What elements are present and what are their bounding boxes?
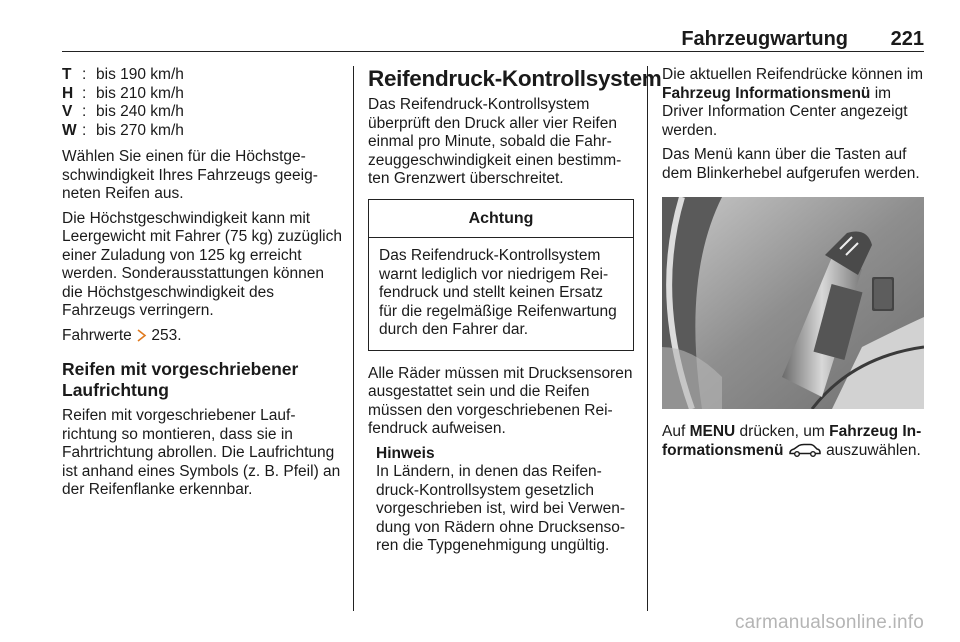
text-fragment: im Driver Information Center angezeigt werden.: [662, 84, 908, 139]
section-title: Fahrzeugwartung: [681, 28, 848, 50]
speed-code-separator: :: [82, 66, 87, 83]
driving-data-label: Fahrwerte: [62, 326, 132, 344]
text-fragment: auszuwählen.: [826, 441, 921, 459]
paragraph-current-pressures: [662, 66, 926, 140]
text-fragment: drücken, um: [739, 423, 825, 440]
paragraph-driving-data: [62, 327, 342, 346]
hint-block: [368, 445, 634, 556]
text-fragment: Auf: [662, 423, 686, 440]
paragraph-menu-instructions: [662, 423, 926, 460]
column-3: [662, 66, 926, 466]
page-reference-arrow-icon[interactable]: [136, 329, 147, 342]
speed-code: V: [62, 103, 73, 120]
warning-title: Achtung: [369, 200, 633, 239]
column-2: [368, 66, 662, 556]
hint-text: In Ländern, in denen das Reifendruck-Kontrollsystem gesetzlich vorgeschrieben ist, wird bei Verwendung von Rädern ohne Drucksensoren die Typgenehmigung ungültig.: [376, 463, 626, 554]
page-number: 221: [890, 28, 924, 50]
speed-code-value: bis 210 km/h: [96, 84, 184, 102]
vehicle-info-menu-label: Fahrzeug Informationsmenü: [662, 423, 922, 459]
page-header: [62, 22, 924, 52]
paragraph-tire-choice: Wählen Sie einen für die Höchstgeschwindigkeit Ihres Fahrzeugs geeigneten Reifen aus.: [62, 148, 318, 202]
menu-button-label: MENU: [689, 423, 736, 440]
speed-code-row: [62, 66, 342, 85]
turn-signal-lever-icon: [662, 197, 924, 409]
car-info-icon: [788, 443, 822, 457]
spacer: [62, 351, 342, 359]
spacer: [62, 140, 342, 148]
speed-code-value: bis 190 km/h: [96, 66, 184, 83]
paragraph-sensors: Alle Räder müssen mit Drucksensoren ausgestattet sein und die Reifen müssen den vorgeschriebenen Reifendruck aufweisen.: [368, 364, 633, 437]
heading-direction-tires: Reifen mit vorgeschriebener Laufrichtung: [62, 359, 299, 400]
speed-code: H: [62, 84, 74, 102]
speed-code-row: [62, 103, 342, 122]
hint-title: Hinweis: [376, 444, 435, 462]
text-fragment: Die aktuellen Reifendrücke können im: [662, 66, 924, 83]
paragraph-max-speed: Die Höchstgeschwindigkeit kann mit Leergewicht mit Fahrer (75 kg) zuzüglich einer Zuladung von 125 kg erreicht werden. Sonderausstattungen können die Höchstgeschwindigkeit des Fahrzeugs verringern.: [62, 209, 342, 319]
menu-name-bold: Fahrzeug Informationsmenü: [662, 84, 871, 102]
speed-code-value: bis 240 km/h: [96, 103, 184, 120]
column-divider-left: [353, 66, 354, 611]
speed-code-value: bis 270 km/h: [96, 121, 184, 139]
speed-code: T: [62, 66, 72, 83]
watermark-text: carmanualsonline.info: [734, 612, 924, 633]
speed-code-row: [62, 122, 342, 141]
page-reference-link[interactable]: 253.: [151, 326, 182, 344]
paragraph-menu-access: Das Menü kann über die Tasten auf dem Blinkerhebel aufgerufen werden.: [662, 146, 920, 182]
column-1: [62, 66, 342, 506]
turn-signal-lever-photo: [662, 197, 924, 409]
speed-code-row: [62, 85, 342, 104]
speed-code: W: [62, 121, 77, 139]
heading-tpms: Reifendruck-Kontrollsystem: [368, 66, 662, 91]
paragraph-tpms-intro: Das Reifendruck-Kontrollsystem überprüft den Druck aller vier Reifen einmal pro Minute, sobald die Fahrzeuggeschwindigkeit einen bestimmten Grenzwert überschreitet.: [368, 96, 622, 187]
speed-code-separator: :: [82, 103, 87, 120]
speed-code-separator: :: [82, 84, 87, 102]
warning-box: [368, 199, 634, 351]
paragraph-direction-tires: Reifen mit vorgeschriebener Laufrichtung so montieren, dass sie in Fahrtrichtung abrollen. Die Laufrichtung ist anhand eines Symbols (z. B. Pfeil) an der Reifenflanke erkennbar.: [62, 407, 341, 498]
column-divider-right: [647, 66, 648, 611]
warning-text: Das Reifendruck-Kontrollsystem warnt lediglich vor niedrigem Reifendruck und stellt keinen Ersatz für die regelmäßige Reifenwartung durch den Fahrer dar.: [379, 247, 617, 338]
speed-code-separator: :: [82, 121, 87, 139]
speed-code-list: [62, 66, 342, 140]
